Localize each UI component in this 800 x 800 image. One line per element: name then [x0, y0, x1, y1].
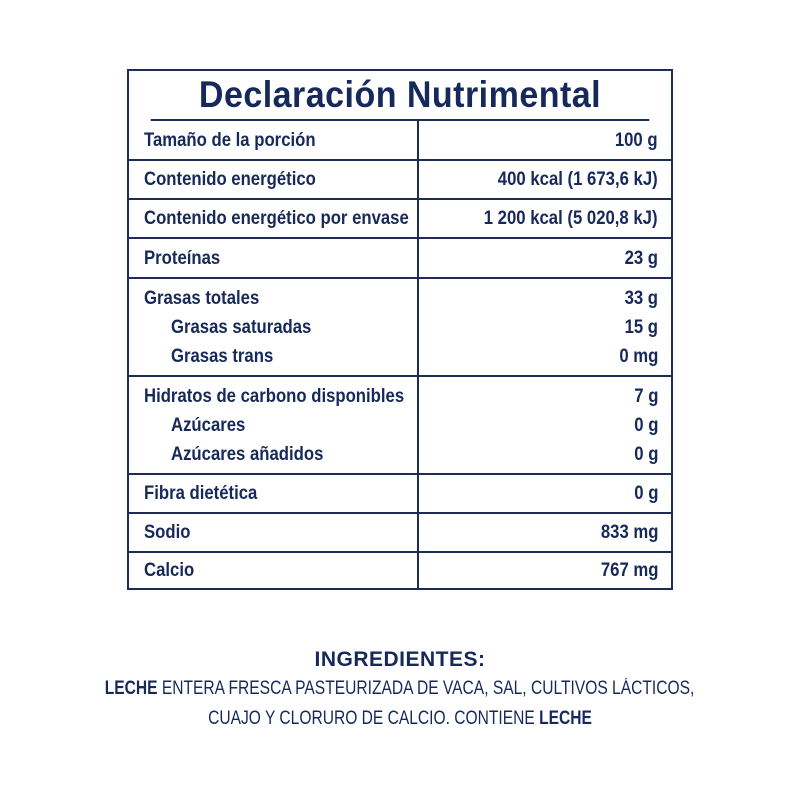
panel-title: Declaración Nutrimental	[151, 71, 650, 121]
ingredients-title: INGREDIENTES:	[314, 648, 486, 671]
ingredients-text: CUAJO Y CLORURO DE CALCIO. CONTIENE	[208, 708, 540, 729]
row-value: 833 mg	[600, 522, 658, 543]
row-value: 100 g	[615, 129, 658, 151]
row-label: Proteínas	[144, 247, 221, 269]
row-energy	[129, 161, 671, 200]
row-value: 767 mg	[600, 560, 658, 581]
sub-row-label: Azúcares añadidos	[171, 443, 324, 465]
row-label: Grasas totales	[144, 287, 260, 309]
row-value: 33 g	[624, 287, 658, 309]
row-label: Sodio	[144, 522, 191, 543]
row-label: Calcio	[144, 560, 195, 581]
row-value: 23 g	[624, 247, 658, 269]
ingredient-allergen: LECHE	[105, 678, 159, 699]
row-label: Contenido energético por envase	[144, 208, 409, 229]
row-value: 7 g	[633, 385, 658, 407]
row-protein	[129, 239, 671, 279]
row-calcium	[129, 553, 671, 588]
sub-row-label: Grasas trans	[171, 345, 274, 367]
row-serving-size	[129, 121, 671, 161]
ingredient-allergen: LECHE	[539, 708, 592, 729]
row-total-fat	[129, 279, 671, 377]
row-energy-per-package	[129, 200, 671, 239]
row-label: Contenido energético	[144, 169, 316, 190]
row-fiber	[129, 475, 671, 514]
row-label: Hidratos de carbono disponibles	[144, 385, 405, 407]
row-value: 1 200 kcal (5 020,8 kJ)	[484, 208, 658, 229]
row-value: 400 kcal (1 673,6 kJ)	[498, 169, 658, 190]
row-value: 0 g	[633, 483, 658, 504]
sub-row-label: Azúcares	[171, 414, 246, 436]
row-carbohydrates	[129, 377, 671, 475]
row-sodium	[129, 514, 671, 553]
sub-row-value: 0 g	[633, 414, 658, 436]
sub-row-value: 15 g	[624, 316, 658, 338]
sub-row-value: 0 mg	[618, 345, 658, 367]
sub-row-value: 0 g	[633, 443, 658, 465]
row-label: Fibra dietética	[144, 483, 258, 504]
ingredients-line-1	[0, 674, 800, 704]
ingredients-block	[0, 646, 800, 734]
sub-row-label: Grasas saturadas	[171, 316, 312, 338]
ingredients-line-2	[0, 704, 800, 734]
nutrition-facts-panel	[127, 69, 673, 590]
row-label: Tamaño de la porción	[144, 129, 316, 151]
ingredients-text: ENTERA FRESCA PASTEURIZADA DE VACA, SAL, CULTIVOS LÁCTICOS,	[158, 678, 695, 699]
